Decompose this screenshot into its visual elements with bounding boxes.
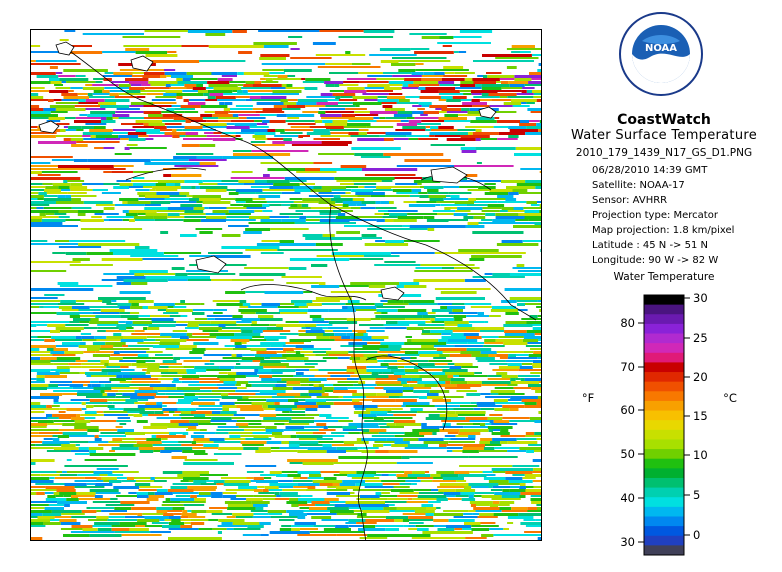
scale-color-band	[644, 449, 684, 459]
meta-sensor: Sensor: AVHRR	[592, 195, 668, 206]
meta-map-projection: Map projection: 1.8 km/pixel	[592, 225, 735, 236]
product-title: CoastWatch	[617, 112, 711, 128]
scale-color-band	[644, 382, 684, 392]
image-filename: 2010_179_1439_N17_GS_D1.PNG	[575, 147, 753, 159]
scale-color-band	[644, 353, 684, 363]
scale-color-band	[644, 305, 684, 315]
scale-color-band	[644, 516, 684, 526]
celsius-tick-label: 30	[693, 291, 708, 305]
meta-date-time: 06/28/2010 14:39 GMT	[592, 165, 708, 176]
scale-color-band	[644, 362, 684, 372]
scale-color-band	[644, 430, 684, 440]
fahrenheit-tick-label: 30	[620, 535, 635, 549]
scale-color-band	[644, 439, 684, 449]
scale-color-band	[644, 372, 684, 382]
meta-projection-type: Projection type: Mercator	[592, 210, 718, 221]
fahrenheit-tick-label: 60	[620, 403, 635, 417]
celsius-tick-label: 20	[693, 370, 708, 384]
sst-map	[30, 29, 542, 541]
scale-color-band	[644, 411, 684, 421]
meta-latitude: Latitude : 45 N -> 51 N	[592, 240, 708, 251]
legend-title: Water Temperature	[613, 271, 715, 283]
scale-color-band	[644, 526, 684, 536]
temperature-color-scale	[560, 290, 780, 560]
scale-color-band	[644, 459, 684, 469]
celsius-tick-label: 0	[693, 528, 701, 542]
fahrenheit-tick-label: 40	[620, 491, 635, 505]
scale-color-band	[644, 391, 684, 401]
scale-color-band	[644, 478, 684, 488]
scale-color-band	[644, 401, 684, 411]
scale-color-band	[644, 488, 684, 498]
scale-color-band	[644, 507, 684, 517]
island	[381, 287, 404, 300]
scale-color-band	[644, 536, 684, 546]
fahrenheit-tick-label: 70	[620, 360, 635, 374]
scale-color-band	[644, 497, 684, 507]
product-subtitle: Water Surface Temperature	[570, 128, 758, 143]
celsius-tick-label: 10	[693, 448, 708, 462]
scale-color-band	[644, 295, 684, 305]
logo-acronym: NOAA	[644, 43, 678, 54]
sst-map-image	[31, 30, 542, 541]
fahrenheit-tick-label: 50	[620, 447, 635, 461]
meta-satellite: Satellite: NOAA-17	[592, 180, 685, 191]
scale-color-band	[644, 420, 684, 430]
scale-color-band	[644, 324, 684, 334]
scale-color-band	[644, 314, 684, 324]
celsius-tick-label: 15	[693, 409, 708, 423]
scale-color-band	[644, 545, 684, 555]
island	[131, 56, 153, 71]
fahrenheit-tick-label: 80	[620, 316, 635, 330]
scale-color-band	[644, 468, 684, 478]
fahrenheit-unit: °F	[581, 391, 595, 405]
scale-color-band	[644, 343, 684, 353]
celsius-tick-label: 25	[693, 331, 708, 345]
celsius-tick-label: 5	[693, 488, 701, 502]
scale-color-band	[644, 334, 684, 344]
noaa-logo	[618, 11, 704, 97]
meta-longitude: Longitude: 90 W -> 82 W	[592, 255, 719, 266]
celsius-unit: °C	[723, 391, 737, 405]
